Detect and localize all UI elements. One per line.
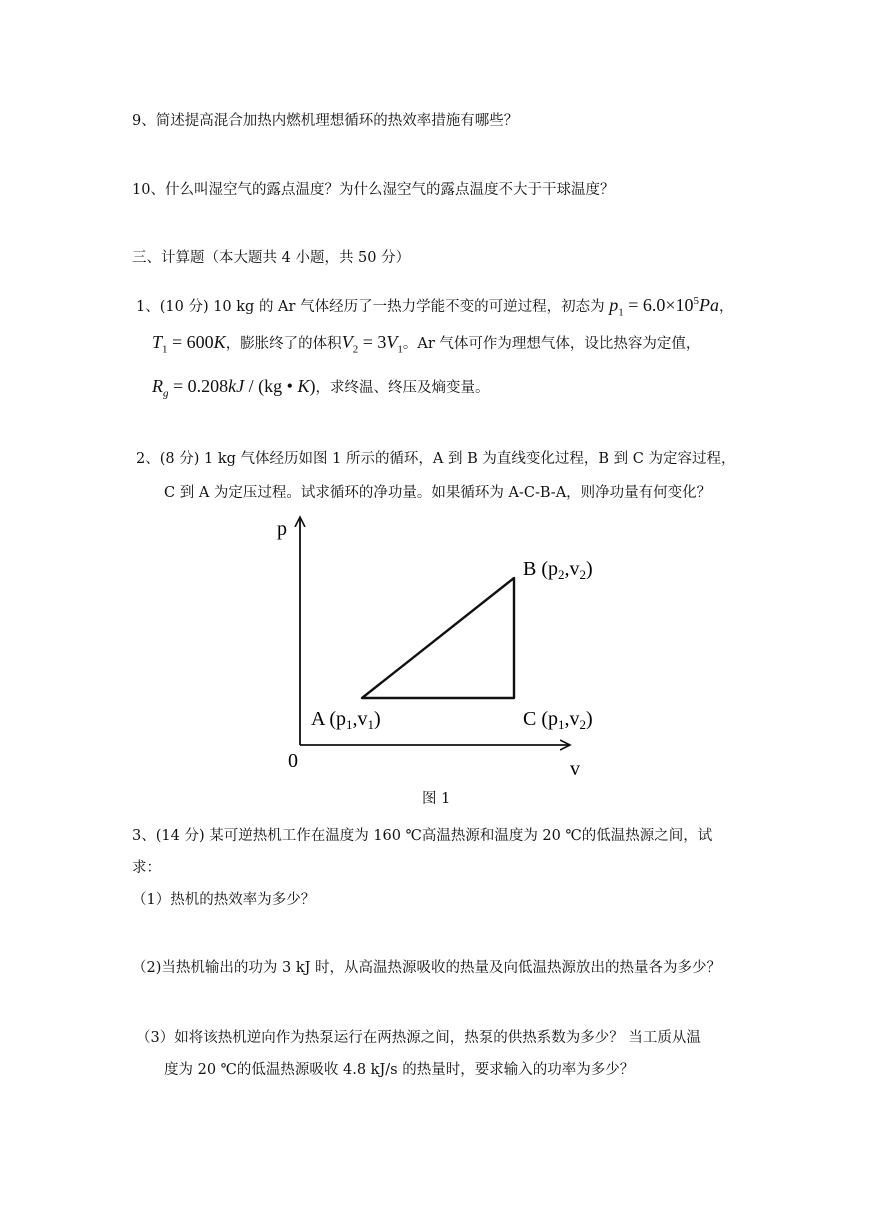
problem-3-sub-3-line-1: （3）如将该热机逆向作为热泵运行在两热源之间，热泵的供热系数为多少？ 当工质从温 bbox=[136, 1030, 701, 1046]
formula-rg: $R_g = 0.208kJ / (kg$ • K) bbox=[152, 376, 316, 400]
figure-caption: 图 1 bbox=[422, 791, 451, 807]
problem-3-line-2: 求： bbox=[132, 860, 161, 876]
point-c-label: C $(p_1,v_2)$ bbox=[523, 708, 593, 732]
problem-1-intro: 1、(10 分) 10 kg 的 Ar 气体经历了一热力学能不变的可逆过程，初态为 bbox=[136, 299, 605, 315]
problem-3-sub-1: （1）热机的热效率为多少？ bbox=[132, 892, 316, 908]
origin-label: 0 bbox=[288, 750, 298, 772]
problem-3-line-1: 3、(14 分) 某可逆热机工作在温度为 160 ℃高温热源和温度为 20 ℃的低温热源之间，试 bbox=[132, 828, 713, 844]
problem-2-line-2: C 到 A 为定压过程。试求循环的净功量。如果循环为 A-C-B-A，则净功量有何变化？ bbox=[164, 485, 712, 501]
problem-3-sub-3-line-2: 度为 20 ℃的低温热源吸收 4.8 kJ/s 的热量时，要求输入的功率为多少？ bbox=[164, 1062, 635, 1078]
y-axis-label: p bbox=[277, 518, 287, 540]
problem-1-line-3: $R_g = 0.208kJ / (kg$ • K)，求终温、终压及熵变量。 bbox=[152, 376, 490, 400]
formula-p1: $p_1 = 6.0\times 10^5Pa$ bbox=[609, 295, 719, 319]
formula-t1: $T_1 = 600K$ bbox=[152, 332, 226, 356]
problem-2-line-1: 2、(8 分) 1 kg 气体经历如图 1 所示的循环，A 到 B 为直线变化过程，B 到 C 为定容过程， bbox=[136, 451, 736, 467]
section-3-heading: 三、计算题（本大题共 4 小题，共 50 分） bbox=[132, 250, 411, 266]
formula-v2: $V_2 = 3V_1$ bbox=[341, 332, 403, 356]
problem-1-line-2: $T_1 = 600K$，膨胀终了的体积$V_2 = 3V_1$。Ar 气体可作为理想气体，设比热容为定值， bbox=[152, 332, 701, 356]
problem-1-line-1: 1、(10 分) 10 kg 的 Ar 气体经历了一热力学能不变的可逆过程，初态为 $p_1 = 6.0\times 10^5Pa$， bbox=[136, 295, 734, 319]
question-10: 10、什么叫湿空气的露点温度？为什么湿空气的露点温度不大于干球温度？ bbox=[132, 182, 615, 198]
cycle-triangle bbox=[362, 578, 514, 698]
point-a-label: A $(p_1,v_1)$ bbox=[311, 708, 381, 732]
point-b-label: B $(p_2,v_2)$ bbox=[523, 558, 593, 582]
question-9: 9、简述提高混合加热内燃机理想循环的热效率措施有哪些？ bbox=[132, 113, 519, 129]
x-axis-label: v bbox=[570, 758, 580, 780]
pv-diagram bbox=[0, 505, 869, 805]
problem-3-sub-2: （2)当热机输出的功为 3 kJ 时，从高温热源吸收的热量及向低温热源放出的热量各为多少？ bbox=[132, 960, 722, 976]
